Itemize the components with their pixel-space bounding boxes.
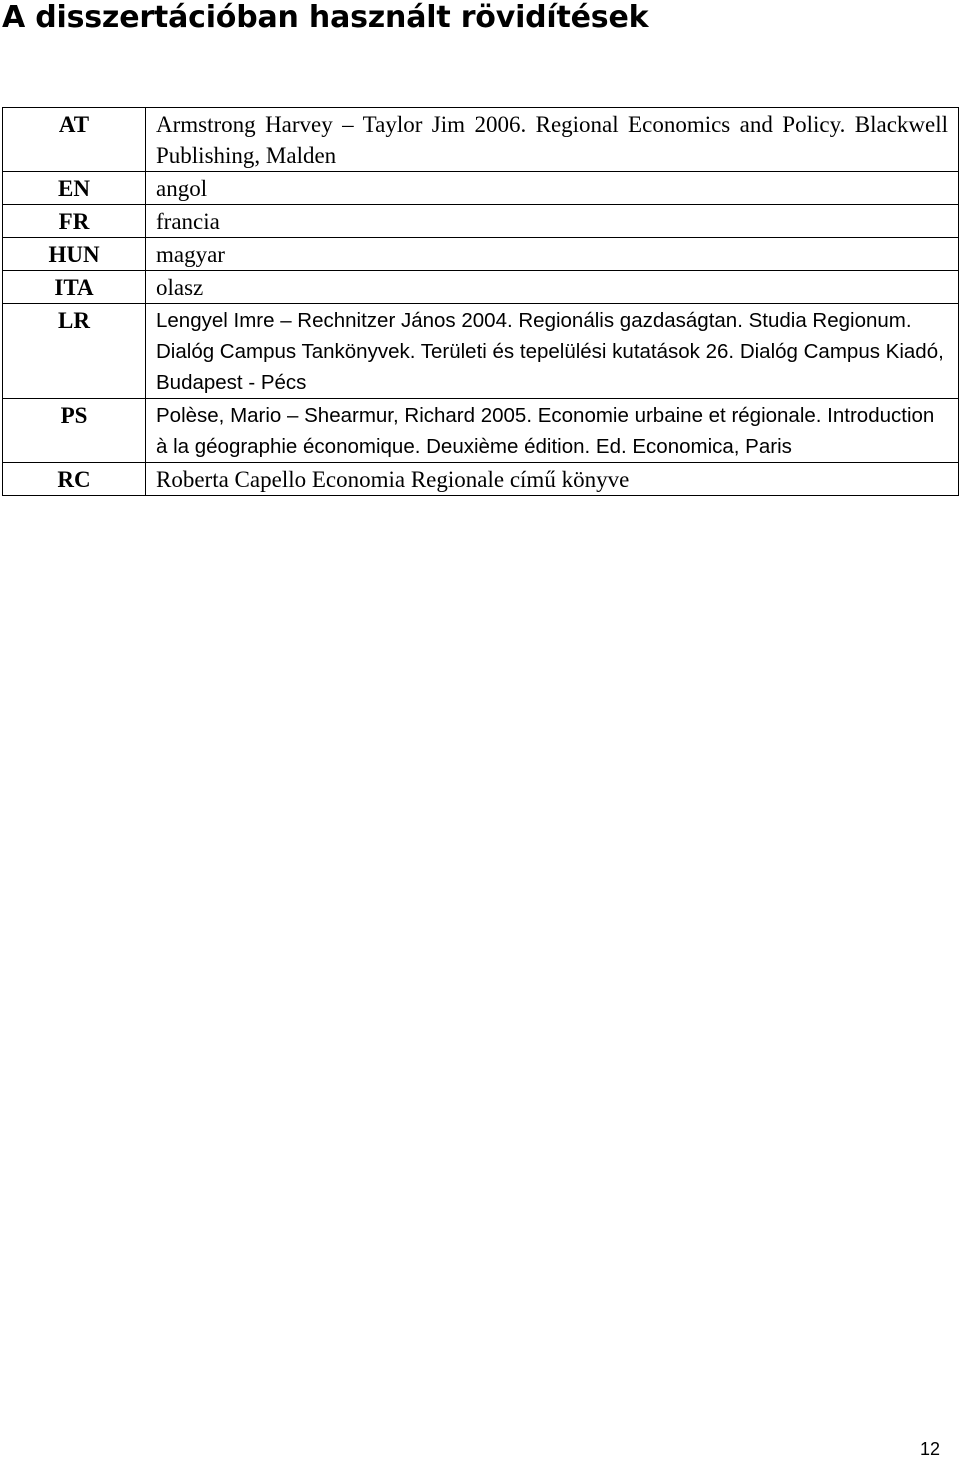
abbreviation-code: EN — [3, 172, 146, 205]
abbreviation-description: Polèse, Mario – Shearmur, Richard 2005. Economie urbaine et régionale. Introduction à la géographie économique. Deuxième édition. Ed. Economica, Paris — [146, 399, 959, 463]
abbreviation-description: Armstrong Harvey – Taylor Jim 2006. Regional Economics and Policy. Blackwell Publishing, Malden — [146, 108, 959, 172]
page-title: A disszertációban használt rövidítések — [2, 0, 649, 35]
table-row — [3, 271, 959, 304]
abbreviation-code: ITA — [3, 271, 146, 304]
abbreviation-description: olasz — [146, 271, 959, 304]
table-row — [3, 205, 959, 238]
table-row — [3, 399, 959, 463]
abbreviation-description: angol — [146, 172, 959, 205]
table-row — [3, 238, 959, 271]
abbreviations-table — [2, 107, 959, 496]
table-row — [3, 172, 959, 205]
table-row — [3, 304, 959, 399]
abbreviation-code: AT — [3, 108, 146, 172]
page-number: 12 — [920, 1439, 941, 1459]
table-row — [3, 463, 959, 496]
table-row — [3, 108, 959, 172]
abbreviation-description: francia — [146, 205, 959, 238]
abbreviation-code: LR — [3, 304, 146, 399]
abbreviation-code: HUN — [3, 238, 146, 271]
abbreviation-code: RC — [3, 463, 146, 496]
abbreviation-description: Roberta Capello Economia Regionale című könyve — [146, 463, 959, 496]
abbreviation-description: magyar — [146, 238, 959, 271]
abbreviation-description: Lengyel Imre – Rechnitzer János 2004. Regionális gazdaságtan. Studia Regionum. Dialóg Campus Tankönyvek. Területi és tepelülési kutatások 26. Dialóg Campus Kiadó, Budapest - Pécs — [146, 304, 959, 399]
abbreviation-code: FR — [3, 205, 146, 238]
abbreviation-code: PS — [3, 399, 146, 463]
